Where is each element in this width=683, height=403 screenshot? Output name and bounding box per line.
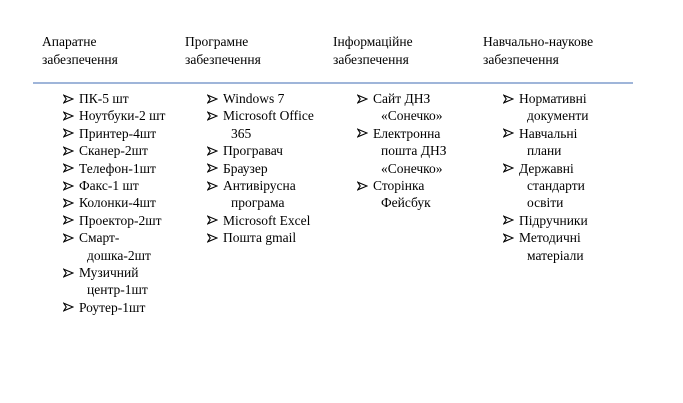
arrow-bullet-icon [63,181,74,191]
list-item [63,299,175,316]
list-item [207,212,329,229]
list-item [63,194,175,211]
list-item [207,229,329,246]
list-item-text: Телефон-1шт [79,160,156,176]
list-item-text: Нормативні документи [519,91,589,124]
arrow-bullet-icon [207,94,218,104]
arrow-bullet-icon [503,163,514,173]
list-item [207,177,329,212]
list-item [63,142,175,159]
bullet-list [503,90,633,264]
arrow-bullet-icon [63,198,74,208]
arrow-bullet-icon [63,215,74,225]
column-header-2 [333,33,483,69]
list-item-text: Музичний центр-1шт [79,265,148,298]
list-item-text: Microsoft Excel [223,212,311,228]
list-item [63,107,175,124]
list-item-text: Microsoft Office 365 [223,108,314,141]
arrow-bullet-icon [207,146,218,156]
list-item-text: Браузер [223,160,268,176]
column-header-text: Навчально-наукове забезпечення [483,34,594,67]
column-items-3 [483,90,633,316]
bullet-list [357,90,483,212]
list-item-text: Колонки-4шт [79,195,156,211]
column-header-text: Інформаційне забезпечення [333,34,413,67]
column-header-3 [483,33,633,69]
arrow-bullet-icon [207,111,218,121]
column-header-text: Апаратне забезпечення [42,34,118,67]
list-item [503,212,609,229]
arrow-bullet-icon [63,233,74,243]
arrow-bullet-icon [63,94,74,104]
list-item-text: Windows 7 [223,91,285,106]
column-items-0 [33,90,185,316]
list-item-text: Сайт ДНЗ «Сонечко» [373,91,443,124]
list-item [63,125,175,142]
list-item [207,107,329,142]
arrow-bullet-icon [503,128,514,138]
arrow-bullet-icon [357,128,368,138]
list-item-text: Проектор-2шт [79,212,162,228]
list-item-text: Сторінка Фейсбук [373,178,431,211]
list-item-text: Електронна пошта ДНЗ «Сонечко» [373,125,447,176]
list-item-text: Методичні матеріали [519,230,584,263]
list-item-text: Сканер-2шт [79,143,148,159]
list-item [503,125,609,160]
list-item [503,229,609,264]
list-item [63,90,175,107]
arrow-bullet-icon [357,94,368,104]
list-item-text: Підручники [519,212,588,228]
list-item [503,90,609,125]
list-item-text: Пошта gmail [223,230,297,246]
body-row [33,90,633,316]
list-item [207,142,329,159]
arrow-bullet-icon [63,163,74,173]
arrow-bullet-icon [63,146,74,156]
list-item-text: Ноутбуки-2 шт [79,108,166,124]
arrow-bullet-icon [63,268,74,278]
list-item [63,264,175,299]
list-item [63,160,175,177]
list-item [63,212,175,229]
list-item-text: Факс-1 шт [79,178,139,194]
arrow-bullet-icon [503,233,514,243]
arrow-bullet-icon [357,181,368,191]
equipment-table [33,33,633,316]
arrow-bullet-icon [63,302,74,312]
arrow-bullet-icon [207,233,218,243]
column-items-1 [185,90,333,316]
list-item-text: Принтер-4шт [79,125,157,141]
list-item-text: Програвач [223,143,283,159]
bullet-list [207,90,333,247]
list-item [207,160,329,177]
column-header-1 [185,33,333,69]
list-item-text: Роутер-1шт [79,299,146,315]
arrow-bullet-icon [63,128,74,138]
column-header-0 [33,33,185,69]
column-header-text: Програмне забезпечення [185,34,261,67]
list-item [503,160,609,212]
header-row [33,33,633,84]
list-item [207,90,329,107]
arrow-bullet-icon [207,163,218,173]
arrow-bullet-icon [207,181,218,191]
list-item [357,90,468,125]
list-item-text: ПК-5 шт [79,91,129,106]
column-items-2 [333,90,483,316]
list-item-text: Антивірусна програма [223,178,296,211]
list-item-text: Державні стандарти освіти [519,160,585,211]
bullet-list [63,90,185,316]
list-item [63,229,175,264]
list-item-text: Смарт-дошка-2шт [79,230,151,263]
list-item-text: Навчальні плани [519,125,578,159]
arrow-bullet-icon [63,111,74,121]
list-item [357,125,468,177]
list-item [63,177,175,194]
arrow-bullet-icon [503,215,514,225]
arrow-bullet-icon [207,215,218,225]
arrow-bullet-icon [503,94,514,104]
list-item [357,177,468,212]
